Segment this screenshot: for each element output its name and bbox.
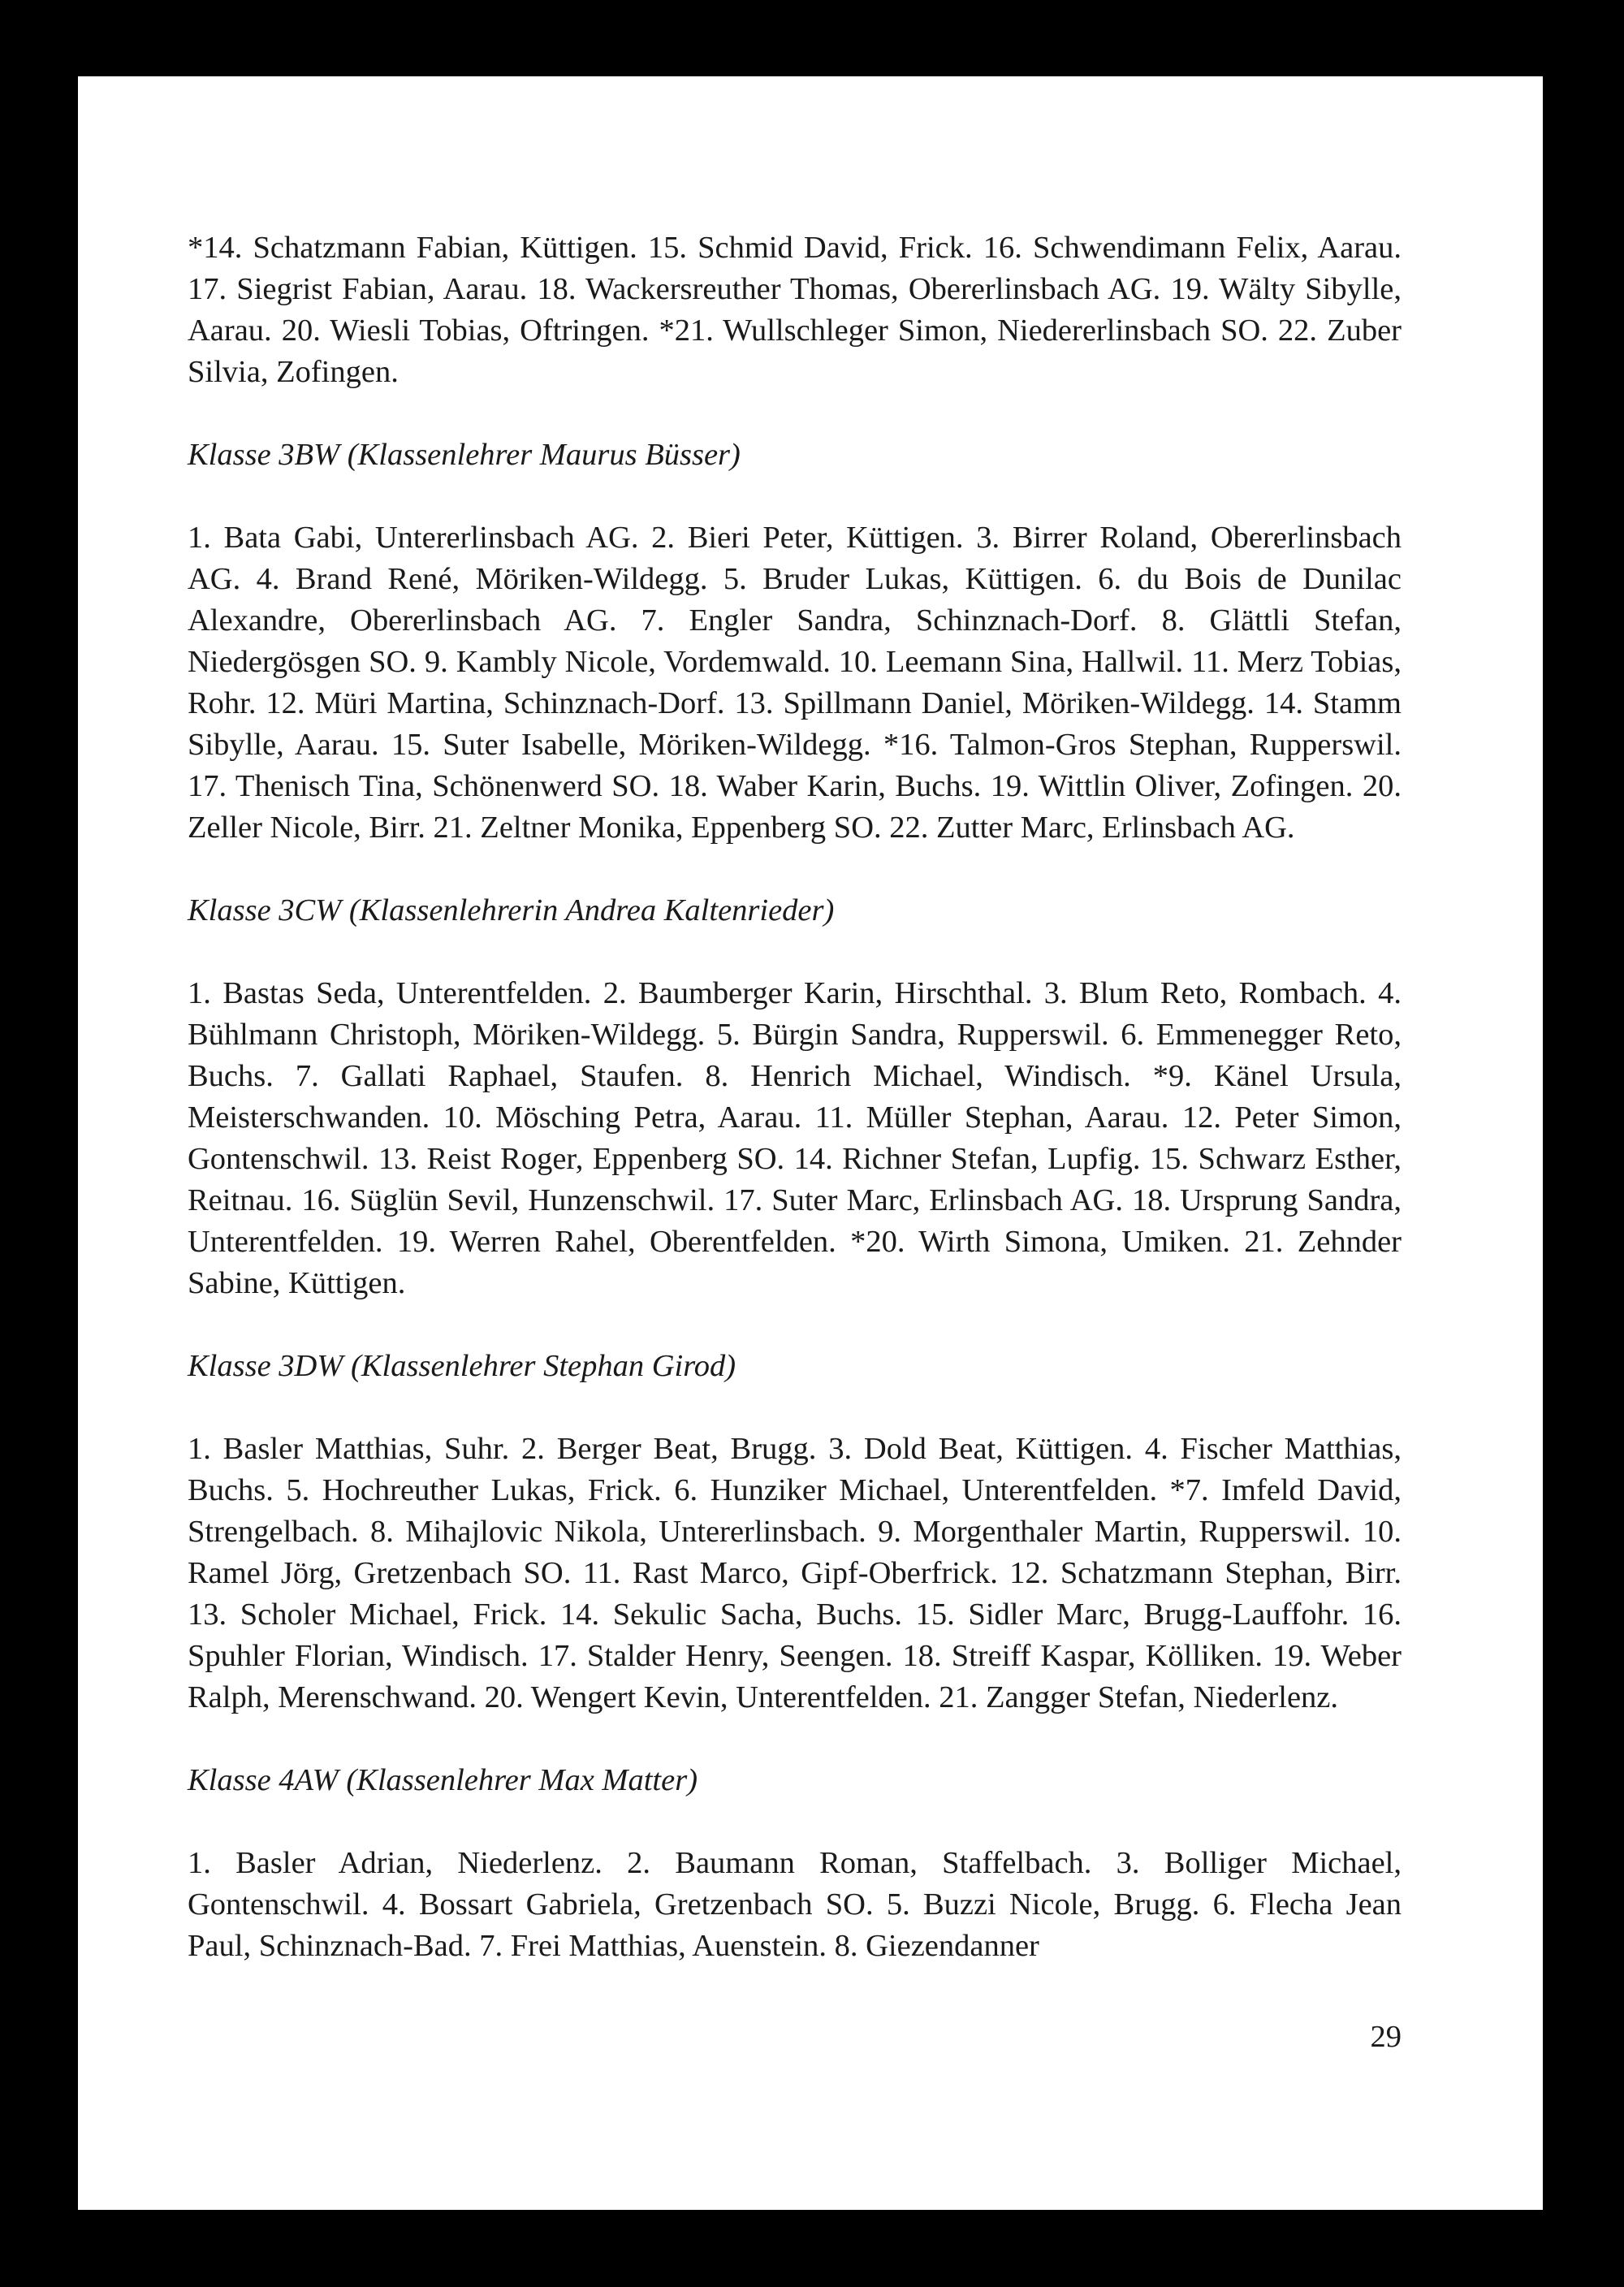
section-list-4aw: 1. Basler Adrian, Niederlenz. 2. Baumann Roman, Staffelbach. 3. Bolliger Michael, Gontenschwil. 4. Bossart Gabriela, Gretzenbach SO. 5. Buzzi Nicole, Brugg. 6. Flecha Jean Paul, Schinznach-Bad. 7. Frei Matthias, Auenstein. 8. Giezendanner — [188, 1846, 1402, 1963]
section-list-3bw: 1. Bata Gabi, Untererlinsbach AG. 2. Bieri Peter, Küttigen. 3. Birrer Roland, Obererlinsbach AG. 4. Brand René, Möriken-Wildegg. 5. Bruder Lukas, Küttigen. 6. du Bois de Dunilac Alexandre, Obererlinsbach AG. 7. Engler Sandra, Schinznach-Dorf. 8. Glättli Stefan, Niedergösgen SO. 9. Kambly Nicole, Vordemwald. 10. Leemann Sina, Hallwil. 11. Merz Tobias, Rohr. 12. Müri Martina, Schinznach-Dorf. 13. Spillmann Daniel, Möriken-Wildegg. 14. Stamm Sibylle, Aarau. 15. Suter Isabelle, Möriken-Wildegg. *16. Talmon-Gros Stephan, Rupperswil. 17. Thenisch Tina, Schönenwerd SO. 18. Waber Karin, Buchs. 19. Wittlin Oliver, Zofingen. 20. Zeller Nicole, Birr. 21. Zeltner Monika, Eppenberg SO. 22. Zutter Marc, Erlinsbach AG. — [188, 521, 1402, 845]
section-list-3dw: 1. Basler Matthias, Suhr. 2. Berger Beat, Brugg. 3. Dold Beat, Küttigen. 4. Fischer Matthias, Buchs. 5. Hochreuther Lukas, Frick. 6. Hunziker Michael, Unterentfelden. *7. Imfeld David, Strengelbach. 8. Mihajlovic Nikola, Untererlinsbach. 9. Morgenthaler Martin, Rupperswil. 10. Ramel Jörg, Gretzenbach SO. 11. Rast Marco, Gipf-Oberfrick. 12. Schatzmann Stephan, Birr. 13. Scholer Michael, Frick. 14. Sekulic Sacha, Buchs. 15. Sidler Marc, Brugg-Lauffohr. 16. Spuhler Florian, Windisch. 17. Stalder Henry, Seengen. 18. Streiff Kaspar, Kölliken. 19. Weber Ralph, Merenschwand. 20. Wengert Kevin, Unterentfelden. 21. Zangger Stefan, Niederlenz. — [188, 1432, 1402, 1714]
page-number: 29 — [1370, 2020, 1402, 2054]
section-heading-3cw: Klasse 3CW (Klassenlehrerin Andrea Kaltenrieder) — [188, 893, 835, 927]
section-heading-3dw: Klasse 3DW (Klassenlehrer Stephan Girod) — [188, 1349, 736, 1383]
section-heading-4aw: Klasse 4AW (Klassenlehrer Max Matter) — [188, 1763, 698, 1797]
page-content — [188, 227, 1402, 1967]
document-page — [78, 76, 1543, 2210]
intro-paragraph: *14. Schatzmann Fabian, Küttigen. 15. Schmid David, Frick. 16. Schwendimann Felix, Aarau. 17. Siegrist Fabian, Aarau. 18. Wackersreuther Thomas, Obererlinsbach AG. 19. Wälty Sibylle, Aarau. 20. Wiesli Tobias, Oftringen. *21. Wullschleger Simon, Niedererlinsbach SO. 22. Zuber Silvia, Zofingen. — [188, 231, 1402, 389]
section-heading-3bw: Klasse 3BW (Klassenlehrer Maurus Büsser) — [188, 438, 741, 472]
section-list-3cw: 1. Bastas Seda, Unterentfelden. 2. Baumberger Karin, Hirschthal. 3. Blum Reto, Rombach. 4. Bühlmann Christoph, Möriken-Wildegg. 5. Bürgin Sandra, Rupperswil. 6. Emmenegger Reto, Buchs. 7. Gallati Raphael, Staufen. 8. Henrich Michael, Windisch. *9. Känel Ursula, Meisterschwanden. 10. Mösching Petra, Aarau. 11. Müller Stephan, Aarau. 12. Peter Simon, Gontenschwil. 13. Reist Roger, Eppenberg SO. 14. Richner Stefan, Lupfig. 15. Schwarz Esther, Reitnau. 16. Süglün Sevil, Hunzenschwil. 17. Suter Marc, Erlinsbach AG. 18. Ursprung Sandra, Unterentfelden. 19. Werren Rahel, Oberentfelden. *20. Wirth Simona, Umiken. 21. Zehnder Sabine, Küttigen. — [188, 976, 1402, 1300]
